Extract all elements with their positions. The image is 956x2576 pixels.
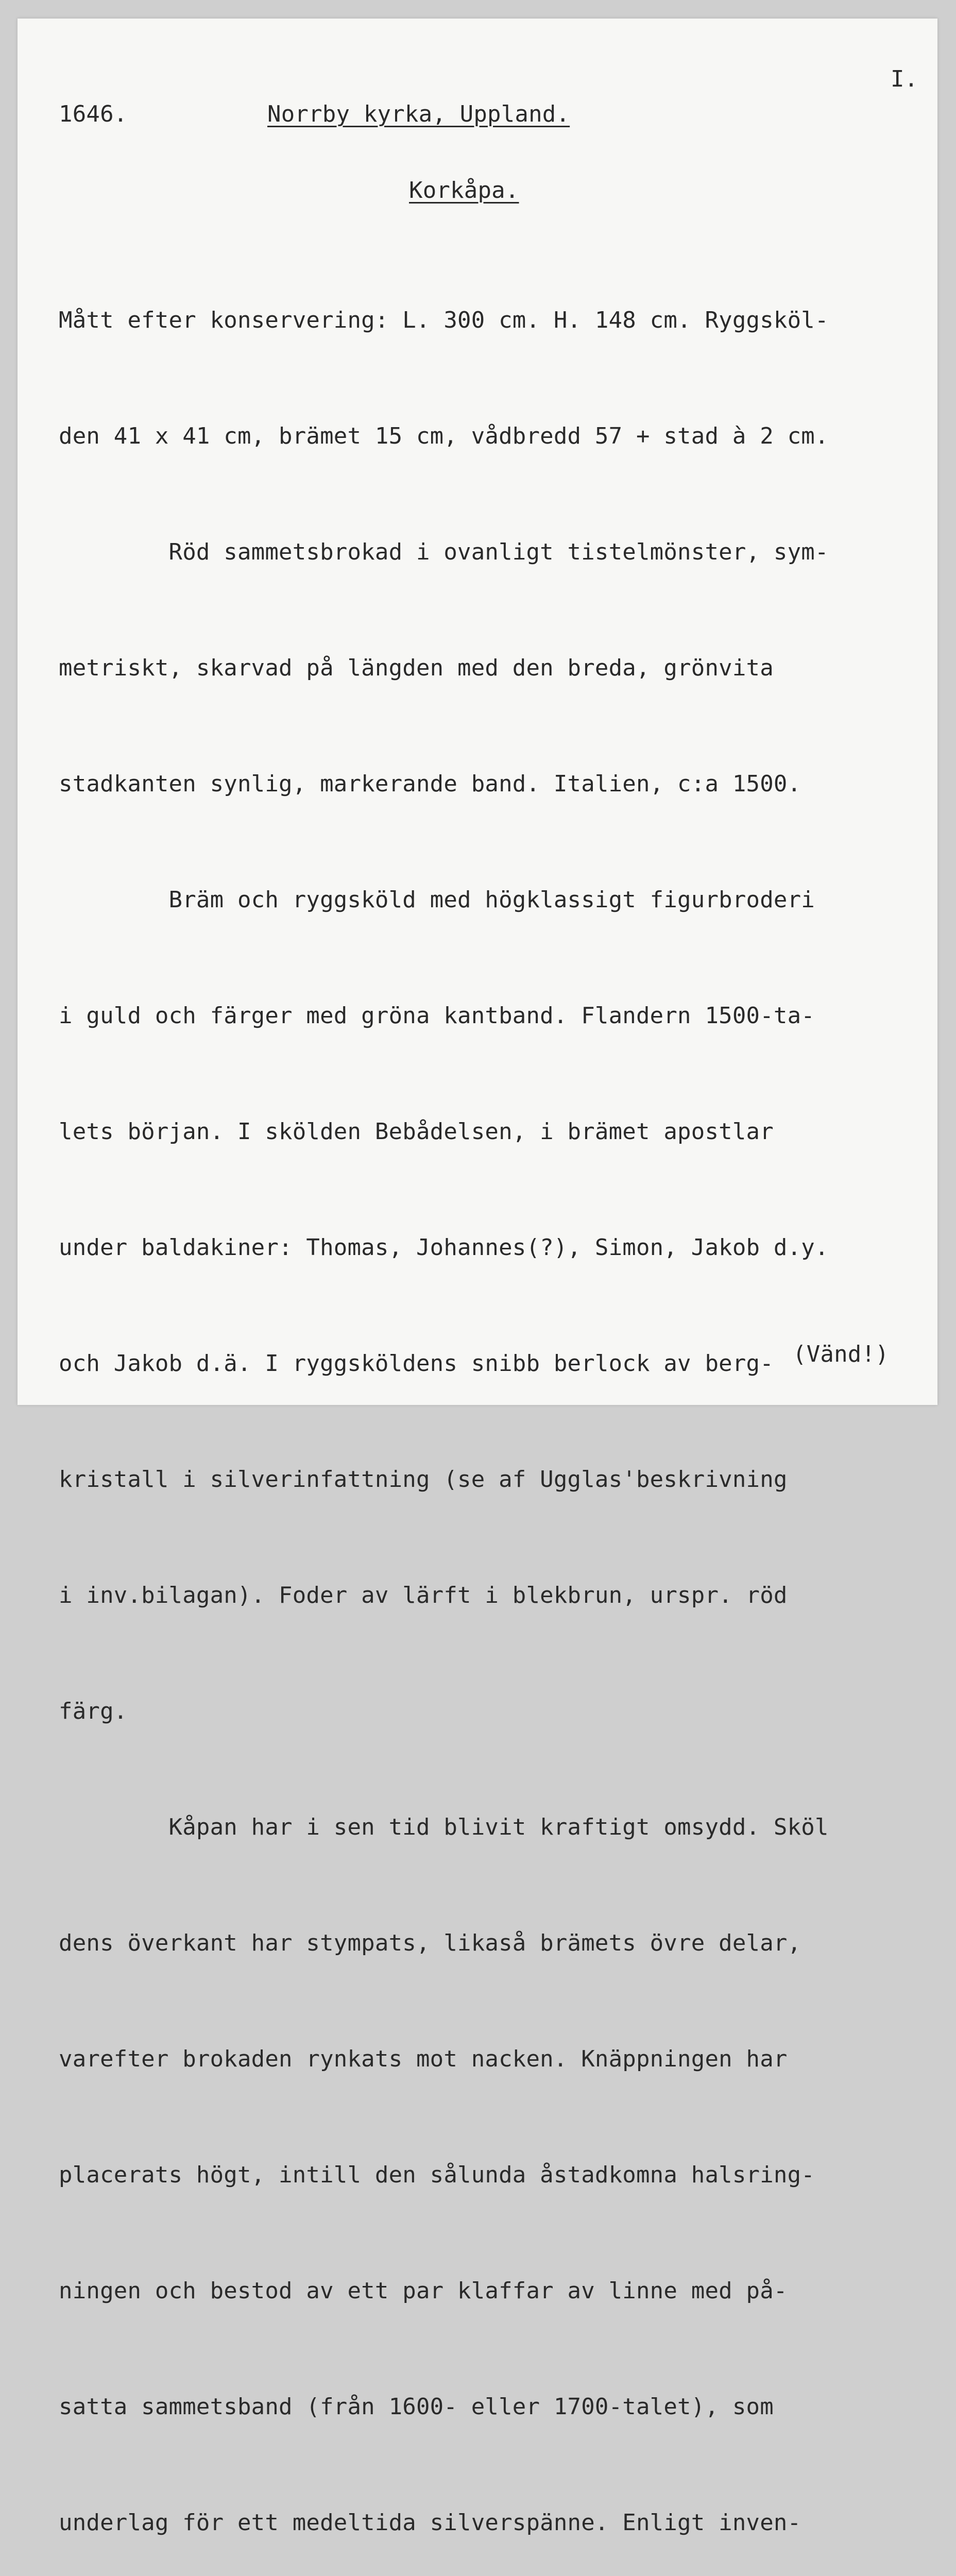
card-number: 1646. — [59, 101, 128, 127]
body-line: underlag för ett medeltida silverspänne. Enligt inven- — [59, 2510, 801, 2536]
body-line: satta sammetsband (från 1600- eller 1700-talet), som — [59, 2394, 774, 2420]
body-line: stadkanten synlig, markerande band. Italien, c:a 1500. — [59, 771, 801, 797]
body-line: dens överkant har stympats, likaså brämets övre delar, — [59, 1930, 801, 1956]
body-line: kristall i silverinfattning (se af Ugglas'beskrivning — [59, 1466, 788, 1493]
object-title: Korkåpa. — [409, 177, 519, 204]
body-line: lets början. I skölden Bebådelsen, i brämet apostlar — [59, 1118, 774, 1145]
body-line: under baldakiner: Thomas, Johannes(?), Simon, Jakob d.y. — [59, 1234, 829, 1261]
body-line: i guld och färger med gröna kantband. Flandern 1500-ta- — [59, 1003, 815, 1029]
body-line: Kåpan har i sen tid blivit kraftigt omsydd. Sköl — [59, 1814, 829, 1840]
body-line: färg. — [59, 1698, 128, 1724]
body-line: varefter brokaden rynkats mot nacken. Knäppningen har — [59, 2046, 788, 2072]
body-line: den 41 x 41 cm, brämet 15 cm, vådbredd 57 + stad à 2 cm. — [59, 423, 829, 449]
index-card — [18, 19, 937, 2536]
body-line: metriskt, skarvad på längden med den breda, grönvita — [59, 655, 774, 681]
body-line: Röd sammetsbrokad i ovanligt tistelmönster, sym- — [59, 539, 829, 565]
body-line: ningen och bestod av ett par klaffar av linne med på- — [59, 2278, 788, 2304]
body-text — [59, 224, 829, 2576]
turn-over-note: (Vänd!) — [793, 1341, 889, 1367]
body-line: i inv.bilagan). Foder av lärft i blekbrun, urspr. röd — [59, 1582, 788, 1608]
body-line: Bräm och ryggsköld med högklassigt figurbroderi — [59, 887, 815, 913]
body-line: och Jakob d.ä. I ryggsköldens snibb berlock av berg- — [59, 1350, 774, 1377]
page-number: I. — [891, 66, 918, 92]
location-heading: Norrby kyrka, Uppland. — [267, 101, 570, 127]
body-line: Mått efter konservering: L. 300 cm. H. 148 cm. Ryggsköl- — [59, 307, 829, 333]
body-line: placerats högt, intill den sålunda åstadkomna halsring- — [59, 2162, 815, 2188]
